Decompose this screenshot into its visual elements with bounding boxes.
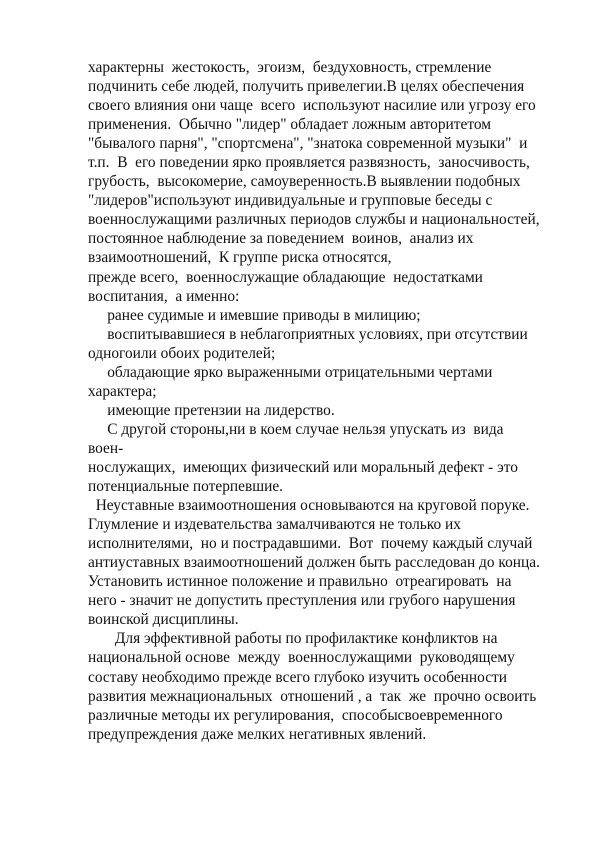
text-line: Глумление и издевательства замалчиваются не только их <box>88 516 461 534</box>
text-line: Для эффективной работы по профилактике конфликтов на <box>88 630 498 648</box>
text-line: различные методы их регулирования, способысвоевременного <box>88 706 503 724</box>
text-line: одногоили обоих родителей; <box>88 344 276 362</box>
text-line: обладающие ярко выраженными отрицательными чертами <box>88 363 493 381</box>
text-line: национальной основе между военнослужащими руководящему <box>88 649 515 667</box>
text-line: т.п. В его поведении ярко проявляется развязность, заносчивость, <box>88 154 530 172</box>
text-line: имеющие претензии на лидерство. <box>88 401 335 419</box>
text-line: грубость, высокомерие, самоуверенность.В выявлении подобных <box>88 173 521 191</box>
text-line: воен- <box>88 439 124 457</box>
text-line: ранее судимые и имевшие приводы в милицию; <box>88 306 421 324</box>
text-line: него - значит не допустить преступления или грубого нарушения <box>88 592 516 610</box>
text-line: подчинить себе людей, получить привелегии.В целях обеспечения <box>88 78 525 96</box>
document-body-text <box>88 58 558 744</box>
text-line: антиуставных взаимоотношений должен быть расследован до конца. <box>88 554 540 572</box>
text-line: воспитания, а именно: <box>88 287 240 305</box>
text-line: С другой стороны,ни в коем случае нельзя упускать из вида <box>88 420 504 438</box>
text-line: постоянное наблюдение за поведением воинов, анализ их <box>88 230 474 248</box>
text-line: Установить истинное положение и правильно отреагировать на <box>88 573 512 591</box>
text-line: потенциальные потерпевшие. <box>88 478 283 496</box>
text-line: воинской дисциплины. <box>88 611 239 629</box>
text-line: характерны жестокость, эгоизм, бездуховность, стремление <box>88 59 492 76</box>
text-line: развития межнациональных отношений , а так же прочно освоить <box>88 687 537 705</box>
text-line: воспитывавшиеся в неблагоприятных условиях, при отсутствии <box>88 325 528 343</box>
text-line: взаимоотношений, К группе риска относятся, <box>88 249 392 267</box>
text-line: "бывалого парня", "спортсмена", "знатока современной музыки" и <box>88 135 528 153</box>
text-line: предупреждения даже мелких негативных явлений. <box>88 725 427 743</box>
text-line: прежде всего, военнослужащие обладающие недостатками <box>88 268 483 286</box>
text-line: исполнителями, но и пострадавшими. Вот почему каждый случай <box>88 535 533 553</box>
text-line: военнослужащими различных периодов службы и национальностей, <box>88 211 540 229</box>
text-line: составу необходимо прежде всего глубоко изучить особенности <box>88 668 508 686</box>
text-line: Неуставные взаимоотношения основываются на круговой поруке. <box>88 497 530 515</box>
text-line: нослужащих, имеющих физический или моральный дефект - это <box>88 458 518 476</box>
text-line: своего влияния они чаще всего используют насилие или угрозу его <box>88 97 536 115</box>
text-line: применения. Обычно "лидер" обладает ложным авторитетом <box>88 116 491 134</box>
text-line: "лидеров"используют индивидуальные и групповые беседы с <box>88 192 493 210</box>
text-line: характера; <box>88 382 157 400</box>
